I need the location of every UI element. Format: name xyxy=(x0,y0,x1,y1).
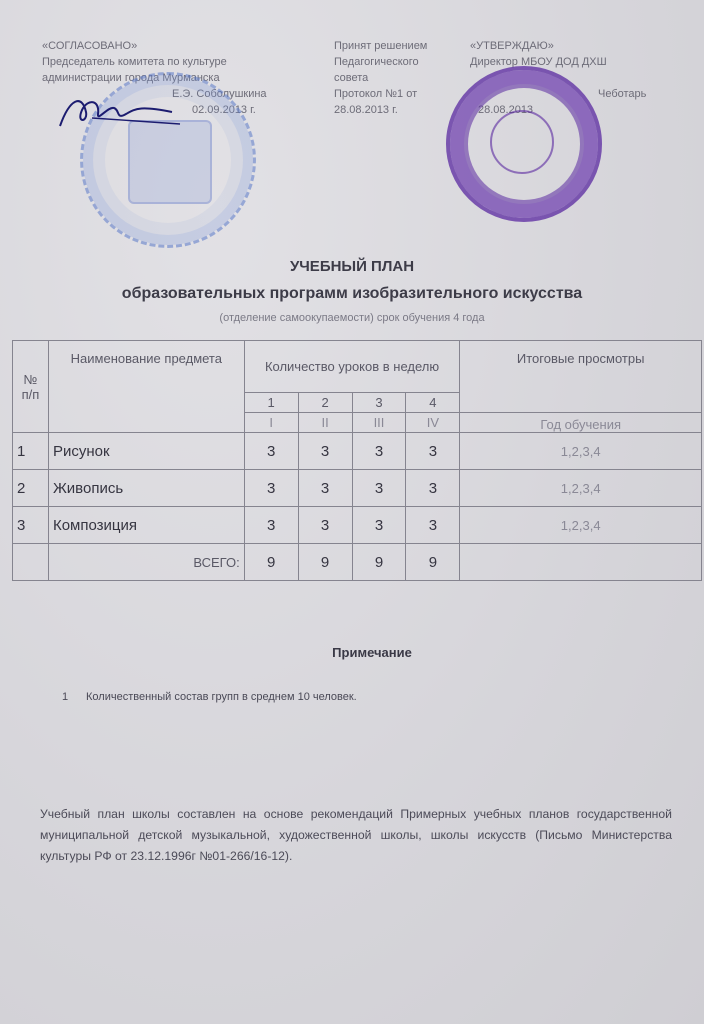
row-subject: Композиция xyxy=(48,507,244,544)
row-hours: 3 xyxy=(244,470,298,507)
document-subnote: (отделение самоокупаемости) срок обучения 4 года xyxy=(219,312,485,324)
table-row xyxy=(13,507,702,544)
approve-label: «УТВЕРЖДАЮ» xyxy=(470,40,554,52)
row-hours: 3 xyxy=(244,433,298,470)
year-roman: IV xyxy=(406,413,460,433)
year-roman: III xyxy=(352,413,406,433)
seal-center-icon xyxy=(490,110,554,174)
row-subject: Рисунок xyxy=(48,433,244,470)
total-value: 9 xyxy=(406,544,460,581)
row-hours: 3 xyxy=(406,433,460,470)
notes-item-num: 1 xyxy=(62,691,69,703)
row-hours: 3 xyxy=(298,507,352,544)
document-subtitle: образовательных программ изобразительного искусства xyxy=(121,285,583,302)
signature-icon xyxy=(52,88,182,138)
row-hours: 3 xyxy=(352,470,406,507)
approval-label: «СОГЛАСОВАНО» xyxy=(42,40,138,52)
row-hours: 3 xyxy=(406,507,460,544)
header-num: № п/п xyxy=(13,341,49,433)
approval-line2: администрации города Мурманска xyxy=(42,72,220,84)
row-reviews: 1,2,3,4 xyxy=(460,470,702,507)
header-year: Год обучения xyxy=(460,413,702,433)
year-arabic: 1 xyxy=(244,393,298,413)
approve-date: 28.08.2013 xyxy=(478,104,534,116)
header-reviews: Итоговые просмотры xyxy=(460,341,702,413)
total-value: 9 xyxy=(244,544,298,581)
row-num: 1 xyxy=(13,433,49,470)
approve-name: Чеботарь xyxy=(598,88,647,100)
violet-stamp-seal xyxy=(446,66,602,222)
notes-heading: Примечание xyxy=(332,645,412,660)
row-subject: Живопись xyxy=(48,470,244,507)
total-value: 9 xyxy=(298,544,352,581)
council-line3: совета xyxy=(334,72,369,84)
council-line1: Принят решением xyxy=(334,40,428,52)
approval-date: 02.09.2013 г. xyxy=(192,104,256,116)
header-lessons: Количество уроков в неделю xyxy=(244,341,460,393)
year-roman: II xyxy=(298,413,352,433)
table-row xyxy=(13,470,702,507)
basis-paragraph: Учебный план школы составлен на основе рекомендаций Примерных учебных планов государственной муниципальной детской музыкальной, художественной школы, школы искусств (Письмо Министерства культуры РФ от 23.12.1996г №01-266/16-12). xyxy=(40,807,672,863)
total-value: 9 xyxy=(352,544,406,581)
row-hours: 3 xyxy=(406,470,460,507)
row-hours: 3 xyxy=(244,507,298,544)
approval-line1: Председатель комитета по культуре xyxy=(42,56,227,68)
row-hours: 3 xyxy=(298,470,352,507)
table-header-row xyxy=(13,341,702,393)
row-reviews: 1,2,3,4 xyxy=(460,507,702,544)
row-num: 2 xyxy=(13,470,49,507)
notes-item-text: Количественный состав групп в среднем 10 человек. xyxy=(86,691,357,703)
year-arabic: 4 xyxy=(406,393,460,413)
approve-line1: Директор МБОУ ДОД ДХШ xyxy=(470,56,607,68)
approval-name: Е.Э. Соболушкина xyxy=(172,88,267,100)
row-num: 3 xyxy=(13,507,49,544)
row-hours: 3 xyxy=(352,433,406,470)
year-arabic: 2 xyxy=(298,393,352,413)
row-hours: 3 xyxy=(352,507,406,544)
total-label: ВСЕГО: xyxy=(48,544,244,581)
total-reviews-empty xyxy=(460,544,702,581)
table-total-row xyxy=(13,544,702,581)
table-row xyxy=(13,433,702,470)
council-line2: Педагогического xyxy=(334,56,419,68)
year-roman: I xyxy=(244,413,298,433)
notes-item xyxy=(62,691,357,703)
header-subject: Наименование предмета xyxy=(48,341,244,433)
year-arabic: 3 xyxy=(352,393,406,413)
row-reviews: 1,2,3,4 xyxy=(460,433,702,470)
council-block xyxy=(334,38,454,118)
curriculum-table xyxy=(12,340,702,581)
council-line4: Протокол №1 от xyxy=(334,88,418,100)
document-title: УЧЕБНЫЙ ПЛАН xyxy=(289,258,415,275)
row-hours: 3 xyxy=(298,433,352,470)
council-line5: 28.08.2013 г. xyxy=(334,104,398,116)
total-empty-cell xyxy=(13,544,49,581)
